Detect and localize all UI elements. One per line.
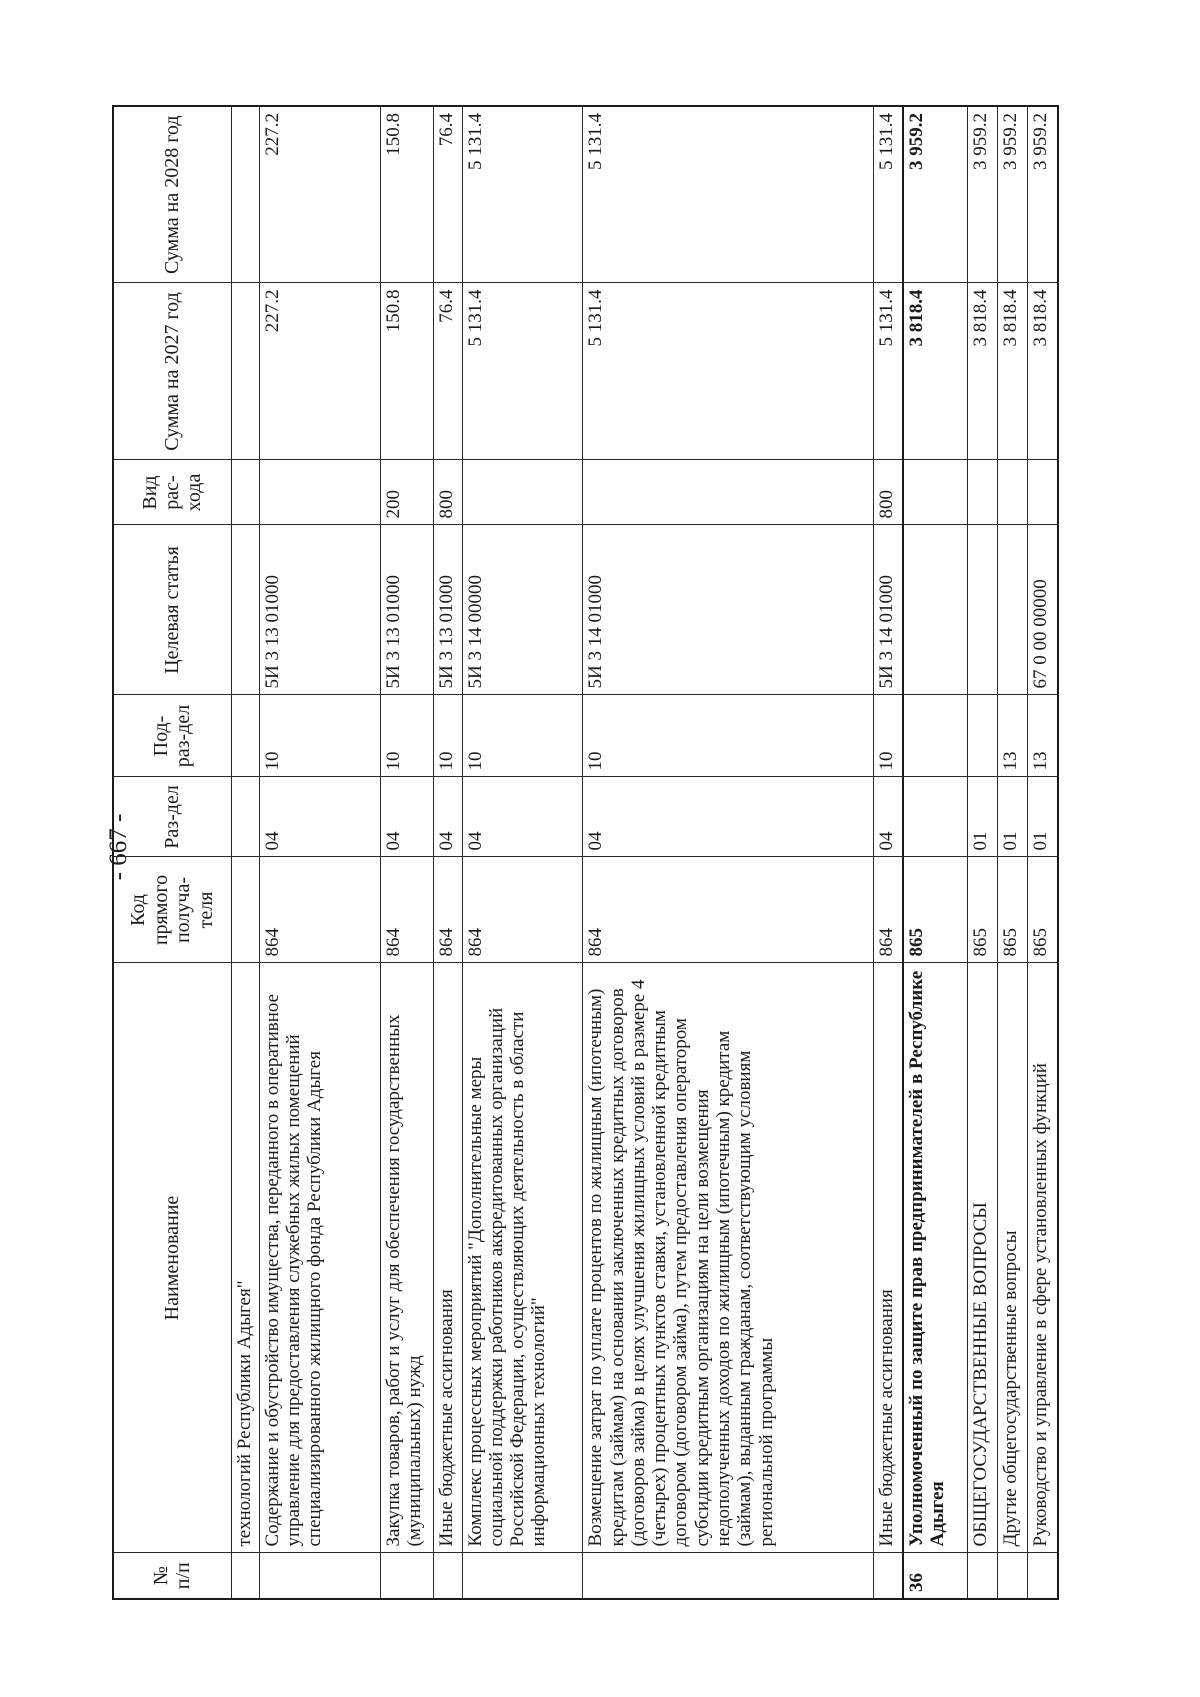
table-row [380, 106, 434, 1599]
row-subsection: 10 [874, 695, 903, 777]
header-recipient-code: Код прямого получа-теля [113, 857, 231, 963]
row-number [998, 1553, 1028, 1599]
page-number: - 667 - [105, 813, 132, 881]
row-number [1028, 1553, 1058, 1599]
row-section [903, 777, 968, 857]
row-sum-2027: 3 818.4 [1028, 283, 1058, 460]
row-number [380, 1553, 434, 1599]
row-sum-2027: 150.8 [380, 283, 434, 460]
row-number [874, 1553, 903, 1599]
row-expense-type [259, 460, 380, 525]
row-recipient-code [231, 857, 259, 963]
header-subsection: Под-раз-дел [113, 695, 231, 777]
table-row [462, 106, 583, 1599]
row-sum-2027: 5 131.4 [583, 283, 874, 460]
row-section: 04 [462, 777, 583, 857]
row-target-article: 5И 3 14 01000 [583, 525, 874, 695]
row-recipient-code: 865 [967, 857, 997, 963]
header-section: Раз-дел [113, 777, 231, 857]
row-expense-type [1028, 460, 1058, 525]
row-sum-2028: 3 959.2 [998, 106, 1028, 283]
row-section: 01 [1028, 777, 1058, 857]
row-sum-2028: 76.4 [434, 106, 462, 283]
row-subsection [967, 695, 997, 777]
row-recipient-code: 864 [259, 857, 380, 963]
row-number [967, 1553, 997, 1599]
table-row [583, 106, 874, 1599]
row-target-article: 5И 3 14 01000 [874, 525, 903, 695]
row-target-article [231, 525, 259, 695]
row-target-article: 67 0 00 00000 [1028, 525, 1058, 695]
row-sum-2028: 3 959.2 [967, 106, 997, 283]
row-sum-2028: 3 959.2 [903, 106, 968, 283]
rotated-page-content [112, 107, 1059, 1600]
row-name: Возмещение затрат по уплате процентов по жилищным (ипотечным) кредитам (займам) на основании заключенных кредитных договоров (договоров займа) в целях улучшения жилищных условий в размере 4 (четырех) процентных пунктов ставки, установленной кредитным договором (договором займа), путем предоставления оператором субсидии кредитным организациям на цели возмещения недополученных доходов по жилищным (ипотечным) кредитам (займам), выданным гражданам, соответствующим условиям региональной программы [583, 963, 874, 1553]
row-sum-2028: 227.2 [259, 106, 380, 283]
row-sum-2027 [231, 283, 259, 460]
row-target-article: 5И 3 13 01000 [259, 525, 380, 695]
row-expense-type: 200 [380, 460, 434, 525]
header-sum-2028: Сумма на 2028 год [113, 106, 231, 283]
row-name: Другие общегосударственные вопросы [998, 963, 1028, 1553]
row-subsection: 13 [1028, 695, 1058, 777]
row-name: Закупка товаров, работ и услуг для обеспечения государственных (муниципальных) нужд [380, 963, 434, 1553]
header-name: Наименование [113, 963, 231, 1553]
table-row [434, 106, 462, 1599]
row-target-article: 5И 3 14 00000 [462, 525, 583, 695]
row-section: 04 [874, 777, 903, 857]
row-sum-2028: 5 131.4 [462, 106, 583, 283]
row-number [462, 1553, 583, 1599]
row-number [583, 1553, 874, 1599]
row-recipient-code: 865 [998, 857, 1028, 963]
row-name: Иные бюджетные ассигнования [434, 963, 462, 1553]
header-expense-type: Вид рас-хода [113, 460, 231, 525]
row-section: 04 [583, 777, 874, 857]
header-row [113, 106, 231, 1599]
row-name: Иные бюджетные ассигнования [874, 963, 903, 1553]
header-sum-2027: Сумма на 2027 год [113, 283, 231, 460]
table-row [231, 106, 259, 1599]
row-subsection: 10 [380, 695, 434, 777]
row-subsection [231, 695, 259, 777]
row-subsection: 10 [583, 695, 874, 777]
row-sum-2027: 3 818.4 [967, 283, 997, 460]
table-row [967, 106, 997, 1599]
row-expense-type [231, 460, 259, 525]
row-expense-type: 800 [874, 460, 903, 525]
table-row [1028, 106, 1058, 1599]
row-sum-2027: 227.2 [259, 283, 380, 460]
row-number [259, 1553, 380, 1599]
row-name: Комплекс процессных мероприятий "Дополнительные меры социальной поддержки работников аккредитованных организаций Российской Федерации, осуществляющих деятельность в области информационных технологий" [462, 963, 583, 1553]
row-target-article [998, 525, 1028, 695]
table-row [874, 106, 903, 1599]
row-recipient-code: 864 [380, 857, 434, 963]
row-sum-2028: 5 131.4 [583, 106, 874, 283]
row-name: Содержание и обустройство имущества, переданного в оперативное управление для предоставления служебных жилых помещений специализированного жилищного фонда Республики Адыгея [259, 963, 380, 1553]
row-expense-type [967, 460, 997, 525]
table-row [259, 106, 380, 1599]
row-recipient-code: 864 [874, 857, 903, 963]
row-target-article: 5И 3 13 01000 [434, 525, 462, 695]
row-section: 04 [380, 777, 434, 857]
row-sum-2028: 5 131.4 [874, 106, 903, 283]
row-section: 04 [434, 777, 462, 857]
row-sum-2027: 5 131.4 [462, 283, 583, 460]
header-no: № п/п [113, 1553, 231, 1599]
row-section: 04 [259, 777, 380, 857]
row-target-article: 5И 3 13 01000 [380, 525, 434, 695]
row-expense-type [998, 460, 1028, 525]
row-target-article [967, 525, 997, 695]
row-expense-type: 800 [434, 460, 462, 525]
row-number [434, 1553, 462, 1599]
row-section [231, 777, 259, 857]
budget-table [112, 105, 1059, 1600]
row-sum-2027: 3 818.4 [998, 283, 1028, 460]
row-subsection: 13 [998, 695, 1028, 777]
row-recipient-code: 864 [434, 857, 462, 963]
row-subsection [903, 695, 968, 777]
row-sum-2027: 76.4 [434, 283, 462, 460]
row-name: технологий Республики Адыгея" [231, 963, 259, 1553]
row-subsection: 10 [259, 695, 380, 777]
row-target-article [903, 525, 968, 695]
row-sum-2028 [231, 106, 259, 283]
row-expense-type [903, 460, 968, 525]
row-subsection: 10 [434, 695, 462, 777]
row-section: 01 [967, 777, 997, 857]
row-recipient-code: 865 [1028, 857, 1058, 963]
row-expense-type [462, 460, 583, 525]
row-section: 01 [998, 777, 1028, 857]
table-row [998, 106, 1028, 1599]
row-sum-2027: 5 131.4 [874, 283, 903, 460]
row-sum-2028: 3 959.2 [1028, 106, 1058, 283]
row-number: 36 [903, 1553, 968, 1599]
row-recipient-code: 864 [583, 857, 874, 963]
row-sum-2027: 3 818.4 [903, 283, 968, 460]
row-name: Руководство и управление в сфере установленных функций [1028, 963, 1058, 1553]
header-target-article: Целевая статья [113, 525, 231, 695]
row-sum-2028: 150.8 [380, 106, 434, 283]
row-recipient-code: 865 [903, 857, 968, 963]
table-row [903, 106, 968, 1599]
row-expense-type [583, 460, 874, 525]
row-subsection: 10 [462, 695, 583, 777]
row-name: Уполномоченный по защите прав предпринимателей в Республике Адыгея [903, 963, 968, 1553]
row-number [231, 1553, 259, 1599]
row-name: ОБЩЕГОСУДАРСТВЕННЫЕ ВОПРОСЫ [967, 963, 997, 1553]
row-recipient-code: 864 [462, 857, 583, 963]
